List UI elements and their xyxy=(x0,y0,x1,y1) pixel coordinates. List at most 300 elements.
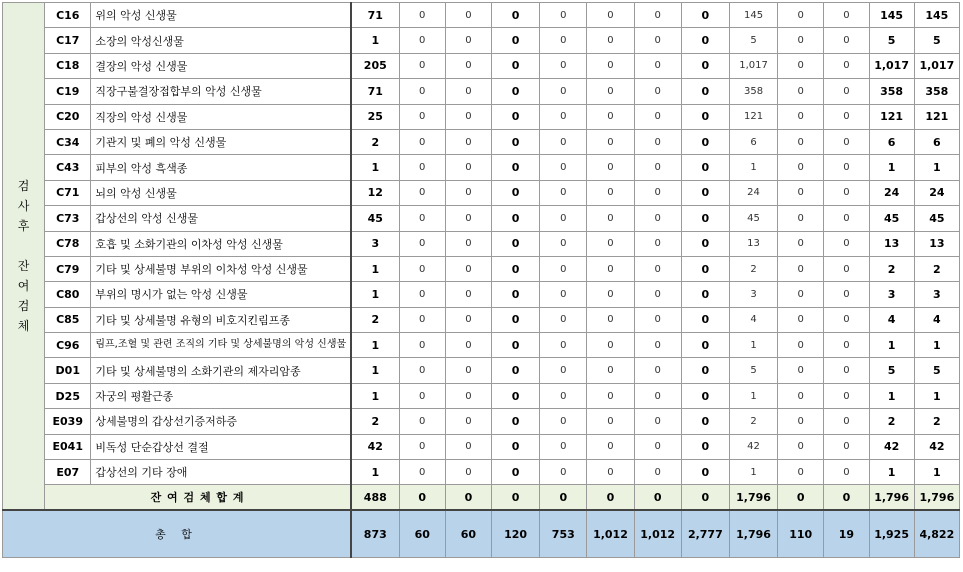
value-cell: 0 xyxy=(445,155,491,180)
value-cell: 13 xyxy=(914,231,959,256)
value-cell: 4 xyxy=(869,307,914,332)
value-cell: 0 xyxy=(681,460,729,485)
value-cell: 0 xyxy=(587,256,634,281)
value-cell: 0 xyxy=(399,53,445,78)
table-row xyxy=(3,104,960,129)
value-cell: 0 xyxy=(824,256,869,281)
value-cell: 1 xyxy=(914,383,959,408)
value-cell: 0 xyxy=(587,282,634,307)
table-row xyxy=(3,282,960,307)
subtotal-value: 0 xyxy=(399,485,445,511)
value-cell: 0 xyxy=(681,307,729,332)
value-cell: 0 xyxy=(681,104,729,129)
subtotal-value: 0 xyxy=(445,485,491,511)
value-cell: 1 xyxy=(869,333,914,358)
value-cell: 0 xyxy=(492,256,540,281)
value-cell: 1 xyxy=(351,358,399,383)
value-cell: 5 xyxy=(914,358,959,383)
value-cell: 0 xyxy=(634,358,681,383)
value-cell: 0 xyxy=(824,28,869,53)
value-cell: 2 xyxy=(729,256,777,281)
value-cell: 0 xyxy=(824,383,869,408)
value-cell: 1 xyxy=(869,383,914,408)
value-cell: 0 xyxy=(681,409,729,434)
value-cell: 13 xyxy=(869,231,914,256)
value-cell: 0 xyxy=(778,434,824,459)
value-cell: 0 xyxy=(587,79,634,104)
grand-total-value: 1,796 xyxy=(729,510,777,558)
value-cell: 0 xyxy=(778,460,824,485)
value-cell: 0 xyxy=(492,155,540,180)
value-cell: 1 xyxy=(729,460,777,485)
value-cell: 45 xyxy=(869,206,914,231)
value-cell: 0 xyxy=(445,282,491,307)
value-cell: 0 xyxy=(492,231,540,256)
value-cell: 0 xyxy=(540,104,587,129)
value-cell: 0 xyxy=(445,307,491,332)
value-cell: 0 xyxy=(587,409,634,434)
value-cell: 42 xyxy=(351,434,399,459)
value-cell: 0 xyxy=(540,79,587,104)
value-cell: 25 xyxy=(351,104,399,129)
value-cell: 0 xyxy=(778,155,824,180)
value-cell: 0 xyxy=(778,307,824,332)
value-cell: 0 xyxy=(681,53,729,78)
value-cell: 0 xyxy=(492,307,540,332)
disease-code: C79 xyxy=(45,256,91,281)
value-cell: 0 xyxy=(778,79,824,104)
value-cell: 2 xyxy=(729,409,777,434)
grand-total-value: 110 xyxy=(778,510,824,558)
value-cell: 0 xyxy=(492,206,540,231)
value-cell: 0 xyxy=(399,434,445,459)
table-row xyxy=(3,460,960,485)
value-cell: 0 xyxy=(634,3,681,28)
subtotal-row xyxy=(3,485,960,511)
value-cell: 0 xyxy=(399,333,445,358)
value-cell: 1 xyxy=(351,155,399,180)
value-cell: 0 xyxy=(824,3,869,28)
disease-code: C71 xyxy=(45,180,91,205)
value-cell: 0 xyxy=(445,79,491,104)
value-cell: 0 xyxy=(587,383,634,408)
value-cell: 5 xyxy=(869,28,914,53)
subtotal-value: 1,796 xyxy=(729,485,777,511)
disease-code: E041 xyxy=(45,434,91,459)
value-cell: 0 xyxy=(492,409,540,434)
value-cell: 0 xyxy=(824,104,869,129)
value-cell: 0 xyxy=(681,79,729,104)
value-cell: 24 xyxy=(869,180,914,205)
value-cell: 0 xyxy=(492,28,540,53)
value-cell: 71 xyxy=(351,3,399,28)
value-cell: 0 xyxy=(399,155,445,180)
grand-total-value: 60 xyxy=(445,510,491,558)
disease-name: 림프,조혈 및 관련 조직의 기타 및 상세불명의 악성 신생물 xyxy=(91,333,351,358)
subtotal-value: 0 xyxy=(778,485,824,511)
value-cell: 2 xyxy=(914,409,959,434)
section-label-char xyxy=(3,236,44,256)
value-cell: 0 xyxy=(399,79,445,104)
value-cell: 0 xyxy=(540,155,587,180)
value-cell: 3 xyxy=(869,282,914,307)
value-cell: 1,017 xyxy=(914,53,959,78)
value-cell: 5 xyxy=(914,28,959,53)
value-cell: 0 xyxy=(492,282,540,307)
value-cell: 0 xyxy=(492,53,540,78)
value-cell: 0 xyxy=(492,3,540,28)
value-cell: 1 xyxy=(351,460,399,485)
table-row xyxy=(3,307,960,332)
value-cell: 0 xyxy=(824,358,869,383)
grand-total-value: 1,925 xyxy=(869,510,914,558)
disease-name: 직장의 악성 신생물 xyxy=(91,104,351,129)
value-cell: 0 xyxy=(681,28,729,53)
value-cell: 6 xyxy=(914,129,959,154)
value-cell: 0 xyxy=(634,383,681,408)
subtotal-value: 0 xyxy=(540,485,587,511)
value-cell: 0 xyxy=(492,383,540,408)
value-cell: 0 xyxy=(540,256,587,281)
value-cell: 0 xyxy=(824,282,869,307)
value-cell: 0 xyxy=(399,282,445,307)
value-cell: 0 xyxy=(399,129,445,154)
value-cell: 0 xyxy=(824,206,869,231)
value-cell: 0 xyxy=(492,460,540,485)
disease-code: C43 xyxy=(45,155,91,180)
value-cell: 0 xyxy=(399,206,445,231)
disease-name: 갑상선의 기타 장애 xyxy=(91,460,351,485)
value-cell: 0 xyxy=(681,180,729,205)
grand-total-value: 2,777 xyxy=(681,510,729,558)
value-cell: 0 xyxy=(681,231,729,256)
value-cell: 0 xyxy=(540,129,587,154)
value-cell: 42 xyxy=(914,434,959,459)
section-label-char: 잔 xyxy=(17,259,30,274)
value-cell: 0 xyxy=(778,409,824,434)
disease-code: C34 xyxy=(45,129,91,154)
value-cell: 0 xyxy=(778,206,824,231)
value-cell: 0 xyxy=(681,155,729,180)
value-cell: 0 xyxy=(492,104,540,129)
value-cell: 12 xyxy=(351,180,399,205)
value-cell: 0 xyxy=(634,53,681,78)
value-cell: 0 xyxy=(445,28,491,53)
value-cell: 0 xyxy=(587,231,634,256)
value-cell: 0 xyxy=(634,155,681,180)
value-cell: 0 xyxy=(540,53,587,78)
value-cell: 0 xyxy=(445,3,491,28)
value-cell: 1 xyxy=(729,383,777,408)
value-cell: 0 xyxy=(399,460,445,485)
table-row xyxy=(3,180,960,205)
value-cell: 24 xyxy=(914,180,959,205)
value-cell: 0 xyxy=(445,104,491,129)
value-cell: 1 xyxy=(351,282,399,307)
disease-code: C19 xyxy=(45,79,91,104)
value-cell: 1 xyxy=(914,333,959,358)
value-cell: 0 xyxy=(399,104,445,129)
value-cell: 0 xyxy=(681,383,729,408)
value-cell: 1 xyxy=(729,155,777,180)
value-cell: 0 xyxy=(540,409,587,434)
value-cell: 358 xyxy=(869,79,914,104)
grand-total-value: 1,012 xyxy=(587,510,634,558)
value-cell: 0 xyxy=(824,79,869,104)
value-cell: 0 xyxy=(681,129,729,154)
table-row xyxy=(3,358,960,383)
disease-name: 호흡 및 소화기관의 이차성 악성 신생물 xyxy=(91,231,351,256)
value-cell: 0 xyxy=(778,53,824,78)
value-cell: 1 xyxy=(914,155,959,180)
value-cell: 0 xyxy=(540,333,587,358)
value-cell: 0 xyxy=(399,3,445,28)
table-row xyxy=(3,3,960,28)
value-cell: 0 xyxy=(681,434,729,459)
value-cell: 0 xyxy=(445,180,491,205)
value-cell: 0 xyxy=(587,460,634,485)
value-cell: 0 xyxy=(399,180,445,205)
disease-name: 뇌의 악성 신생물 xyxy=(91,180,351,205)
table-row xyxy=(3,129,960,154)
value-cell: 0 xyxy=(587,307,634,332)
value-cell: 2 xyxy=(351,409,399,434)
residual-specimen-table xyxy=(2,2,960,558)
value-cell: 0 xyxy=(492,129,540,154)
disease-code: E039 xyxy=(45,409,91,434)
value-cell: 0 xyxy=(824,155,869,180)
subtotal-value: 1,796 xyxy=(914,485,959,511)
value-cell: 0 xyxy=(681,333,729,358)
value-cell: 145 xyxy=(729,3,777,28)
value-cell: 358 xyxy=(914,79,959,104)
value-cell: 0 xyxy=(778,28,824,53)
table-row xyxy=(3,256,960,281)
disease-code: C85 xyxy=(45,307,91,332)
disease-name: 자궁의 평활근종 xyxy=(91,383,351,408)
value-cell: 0 xyxy=(540,460,587,485)
subtotal-label: 잔 여 검 체 합 계 xyxy=(45,485,351,511)
value-cell: 2 xyxy=(869,256,914,281)
grand-total-label: 총 합 xyxy=(3,510,351,558)
value-cell: 6 xyxy=(729,129,777,154)
table-row xyxy=(3,28,960,53)
table-row xyxy=(3,155,960,180)
value-cell: 0 xyxy=(824,434,869,459)
value-cell: 358 xyxy=(729,79,777,104)
grand-total-value: 753 xyxy=(540,510,587,558)
section-label-char: 검 xyxy=(17,299,30,314)
value-cell: 0 xyxy=(445,129,491,154)
value-cell: 1 xyxy=(869,155,914,180)
value-cell: 0 xyxy=(634,180,681,205)
value-cell: 0 xyxy=(778,180,824,205)
table-row xyxy=(3,79,960,104)
disease-name: 부위의 명시가 없는 악성 신생물 xyxy=(91,282,351,307)
value-cell: 0 xyxy=(681,206,729,231)
value-cell: 0 xyxy=(681,282,729,307)
value-cell: 3 xyxy=(914,282,959,307)
value-cell: 0 xyxy=(634,409,681,434)
value-cell: 0 xyxy=(445,358,491,383)
value-cell: 0 xyxy=(824,180,869,205)
disease-code: C78 xyxy=(45,231,91,256)
value-cell: 0 xyxy=(445,409,491,434)
value-cell: 0 xyxy=(587,104,634,129)
value-cell: 4 xyxy=(914,307,959,332)
disease-code: C16 xyxy=(45,3,91,28)
value-cell: 0 xyxy=(634,282,681,307)
disease-name: 기타 및 상세불명 유형의 비호지킨림프종 xyxy=(91,307,351,332)
table-row xyxy=(3,434,960,459)
grand-total-value: 60 xyxy=(399,510,445,558)
value-cell: 5 xyxy=(729,358,777,383)
value-cell: 0 xyxy=(587,3,634,28)
value-cell: 0 xyxy=(492,434,540,459)
value-cell: 42 xyxy=(869,434,914,459)
disease-name: 기관지 및 폐의 악성 신생물 xyxy=(91,129,351,154)
value-cell: 42 xyxy=(729,434,777,459)
grand-total-value: 1,012 xyxy=(634,510,681,558)
disease-name: 결장의 악성 신생물 xyxy=(91,53,351,78)
value-cell: 0 xyxy=(445,383,491,408)
value-cell: 0 xyxy=(399,256,445,281)
value-cell: 5 xyxy=(869,358,914,383)
value-cell: 0 xyxy=(778,282,824,307)
subtotal-value: 0 xyxy=(824,485,869,511)
value-cell: 0 xyxy=(492,333,540,358)
value-cell: 0 xyxy=(587,434,634,459)
value-cell: 0 xyxy=(445,434,491,459)
value-cell: 0 xyxy=(540,206,587,231)
value-cell: 6 xyxy=(869,129,914,154)
value-cell: 0 xyxy=(634,434,681,459)
value-cell: 0 xyxy=(634,460,681,485)
disease-name: 위의 악성 신생물 xyxy=(91,3,351,28)
value-cell: 0 xyxy=(445,256,491,281)
value-cell: 0 xyxy=(824,129,869,154)
subtotal-value: 0 xyxy=(634,485,681,511)
value-cell: 0 xyxy=(634,231,681,256)
value-cell: 0 xyxy=(399,383,445,408)
table-row xyxy=(3,206,960,231)
disease-code: C17 xyxy=(45,28,91,53)
value-cell: 1 xyxy=(729,333,777,358)
value-cell: 0 xyxy=(445,333,491,358)
disease-code: C80 xyxy=(45,282,91,307)
value-cell: 13 xyxy=(729,231,777,256)
value-cell: 0 xyxy=(399,409,445,434)
value-cell: 71 xyxy=(351,79,399,104)
value-cell: 0 xyxy=(778,104,824,129)
value-cell: 145 xyxy=(869,3,914,28)
value-cell: 0 xyxy=(634,79,681,104)
table-row xyxy=(3,383,960,408)
value-cell: 0 xyxy=(587,53,634,78)
subtotal-value: 1,796 xyxy=(869,485,914,511)
value-cell: 0 xyxy=(587,180,634,205)
disease-code: C96 xyxy=(45,333,91,358)
value-cell: 3 xyxy=(729,282,777,307)
disease-code: C20 xyxy=(45,104,91,129)
value-cell: 0 xyxy=(587,358,634,383)
disease-code: D25 xyxy=(45,383,91,408)
section-label-char: 후 xyxy=(17,219,30,234)
value-cell: 0 xyxy=(492,180,540,205)
disease-code: D01 xyxy=(45,358,91,383)
value-cell: 0 xyxy=(445,231,491,256)
value-cell: 45 xyxy=(351,206,399,231)
value-cell: 0 xyxy=(778,231,824,256)
section-label-char: 검 xyxy=(17,179,30,194)
table-row xyxy=(3,53,960,78)
value-cell: 0 xyxy=(778,333,824,358)
value-cell: 0 xyxy=(778,383,824,408)
section-label xyxy=(3,3,45,511)
value-cell: 0 xyxy=(587,129,634,154)
value-cell: 0 xyxy=(587,333,634,358)
value-cell: 2 xyxy=(914,256,959,281)
value-cell: 121 xyxy=(914,104,959,129)
value-cell: 0 xyxy=(634,206,681,231)
section-label-char: 여 xyxy=(17,279,30,294)
disease-name: 비독성 단순갑상선 결절 xyxy=(91,434,351,459)
subtotal-value: 0 xyxy=(587,485,634,511)
value-cell: 0 xyxy=(587,28,634,53)
value-cell: 205 xyxy=(351,53,399,78)
value-cell: 0 xyxy=(540,231,587,256)
value-cell: 0 xyxy=(540,282,587,307)
value-cell: 0 xyxy=(540,383,587,408)
value-cell: 5 xyxy=(729,28,777,53)
subtotal-value: 0 xyxy=(681,485,729,511)
value-cell: 0 xyxy=(587,155,634,180)
value-cell: 1,017 xyxy=(729,53,777,78)
section-label-char: 사 xyxy=(17,199,30,214)
value-cell: 0 xyxy=(634,129,681,154)
value-cell: 0 xyxy=(634,307,681,332)
value-cell: 0 xyxy=(540,307,587,332)
value-cell: 1 xyxy=(869,460,914,485)
value-cell: 0 xyxy=(681,256,729,281)
value-cell: 0 xyxy=(778,3,824,28)
value-cell: 2 xyxy=(351,129,399,154)
value-cell: 0 xyxy=(540,358,587,383)
value-cell: 0 xyxy=(540,28,587,53)
table-row xyxy=(3,409,960,434)
value-cell: 0 xyxy=(634,28,681,53)
value-cell: 1 xyxy=(914,460,959,485)
value-cell: 0 xyxy=(778,129,824,154)
value-cell: 0 xyxy=(399,231,445,256)
value-cell: 3 xyxy=(351,231,399,256)
disease-name: 갑상선의 악성 신생물 xyxy=(91,206,351,231)
disease-code: C73 xyxy=(45,206,91,231)
disease-name: 상세불명의 갑상선기증저하증 xyxy=(91,409,351,434)
value-cell: 0 xyxy=(824,333,869,358)
grand-total-value: 873 xyxy=(351,510,399,558)
value-cell: 0 xyxy=(399,358,445,383)
value-cell: 0 xyxy=(778,256,824,281)
value-cell: 2 xyxy=(351,307,399,332)
value-cell: 0 xyxy=(587,206,634,231)
value-cell: 1 xyxy=(351,256,399,281)
value-cell: 0 xyxy=(824,460,869,485)
value-cell: 0 xyxy=(681,358,729,383)
value-cell: 0 xyxy=(681,3,729,28)
value-cell: 0 xyxy=(824,409,869,434)
value-cell: 0 xyxy=(824,53,869,78)
